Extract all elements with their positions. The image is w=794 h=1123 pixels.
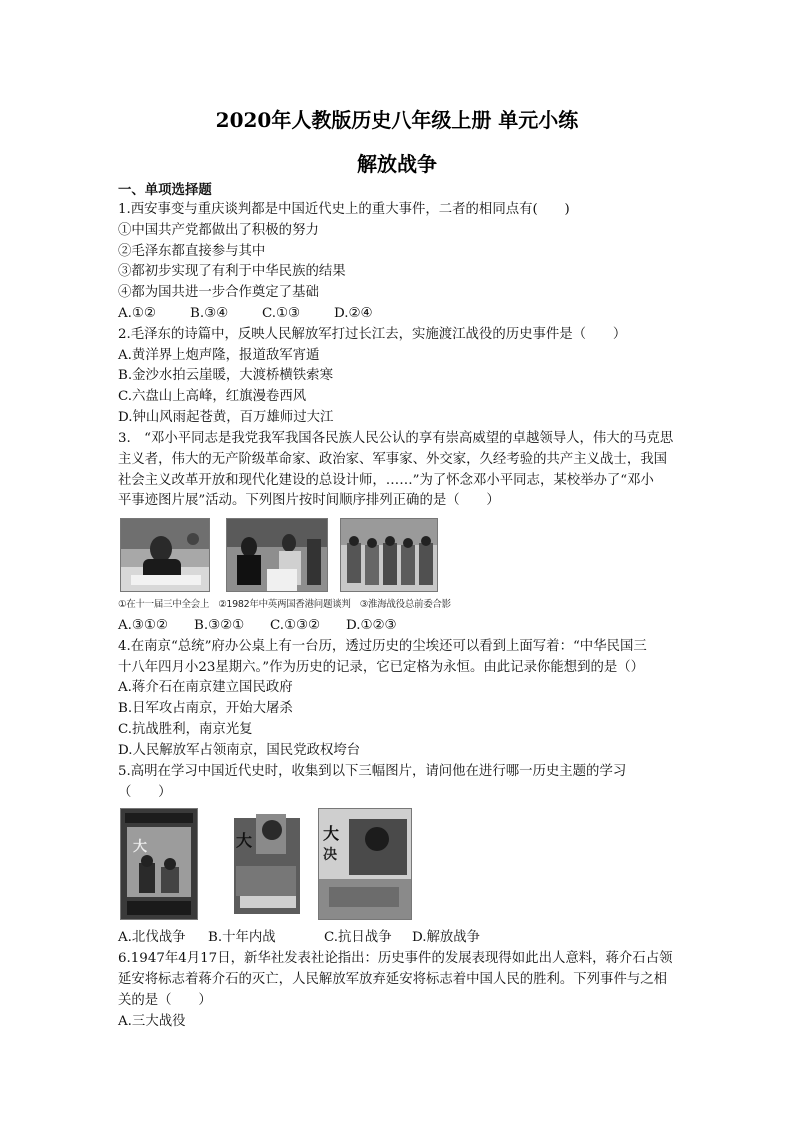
option[interactable]: B.③④: [190, 306, 229, 321]
q2-stem: 2.毛泽东的诗篇中，反映人民解放军打过长江去，实施渡江战役的历史事件是（ ）: [118, 327, 627, 342]
option[interactable]: A.黄洋界上炮声隆，报道敌军宵遁: [118, 348, 320, 363]
q1-item: ①中国共产党都做出了积极的努力: [118, 223, 319, 238]
q1-item: ④都为国共进一步合作奠定了基础: [118, 285, 319, 300]
svg-text:大: 大: [323, 824, 340, 843]
option[interactable]: B.③②①: [194, 618, 245, 633]
q3-stem-line: 社会主义改革开放和现代化建设的总设计师，……”为了怀念邓小平同志，某校举办了“邓小: [118, 473, 654, 488]
q5-options: [118, 928, 698, 948]
q1-item: ③都初步实现了有利于中华民族的结果: [118, 264, 346, 279]
q1-item: ②毛泽东都直接参与其中: [118, 244, 266, 259]
option[interactable]: D.②④: [334, 306, 373, 321]
q5-stem-line: 5.高明在学习中国近代史时，收集到以下三幅图片，请问他在进行哪一历史主题的学习: [118, 764, 627, 779]
option[interactable]: B.十年内战: [208, 930, 276, 945]
q3-stem-line: 3. “邓小平同志是我党我军我国各民族人民公认的享有崇高威望的卓越领导人，伟大的马克思: [118, 431, 674, 446]
q6-stem-line: 关的是（ ）: [118, 993, 212, 1008]
q4-stem-line: 4.在南京“总统”府办公桌上有一台历，透过历史的尘埃还可以看到上面写着：“中华民国三: [118, 639, 647, 654]
option[interactable]: D.解放战争: [412, 930, 481, 945]
option[interactable]: A.蒋介石在南京建立国民政府: [118, 680, 293, 695]
option[interactable]: B.金沙水拍云崖暖，大渡桥横铁索寒: [118, 368, 333, 383]
q5-stem-line: （ ）: [118, 785, 172, 800]
svg-text:决: 决: [323, 847, 337, 863]
poster-3: [318, 808, 412, 920]
option[interactable]: A.北伐战争: [118, 930, 186, 945]
option[interactable]: D.人民解放军占领南京，国民党政权垮台: [118, 743, 361, 758]
q1-options: [118, 304, 698, 324]
photo-hongkong-talks: [226, 518, 328, 592]
option[interactable]: A.③①②: [118, 618, 168, 633]
photo-huaihai-committee: [340, 518, 438, 592]
page-title: 2020年人教版历史八年级上册 单元小练: [215, 108, 579, 132]
option[interactable]: C.六盘山上高峰，红旗漫卷西风: [118, 389, 307, 404]
q3-photo-caption: ①在十一届三中全会上 ②1982年中英两国香港问题谈判 ③淮海战役总前委合影: [118, 599, 451, 610]
option[interactable]: C.①③: [262, 306, 301, 321]
q1-stem: 1.西安事变与重庆谈判都是中国近代史上的重大事件，二者的相同点有( ): [118, 202, 570, 217]
section-heading: 一、单项选择题: [118, 182, 212, 198]
option[interactable]: A.①②: [118, 306, 156, 321]
option[interactable]: D.①②③: [346, 618, 397, 633]
photo-plenary-session: [120, 518, 210, 592]
option[interactable]: A.三大战役: [118, 1014, 186, 1029]
option[interactable]: C.抗战胜利，南京光复: [118, 722, 253, 737]
q3-stem-line: 平事迹图片展”活动。下列图片按时间顺序排列正确的是（ ）: [118, 493, 500, 508]
option[interactable]: D.钟山风雨起苍黄，百万雄师过大江: [118, 410, 334, 425]
q4-stem-line: 十八年四月小23星期六。”作为历史的记录，它已定格为永恒。由此记录你能想到的是（）: [118, 660, 645, 675]
svg-text:大: 大: [133, 839, 147, 855]
option[interactable]: C.①③②: [270, 618, 321, 633]
svg-text:大: 大: [236, 831, 253, 850]
poster-1: [120, 808, 198, 920]
poster-2: [226, 808, 306, 918]
option[interactable]: C.抗日战争: [324, 930, 392, 945]
page-subtitle: 解放战争: [357, 152, 437, 176]
q3-options: [118, 616, 698, 636]
q3-stem-line: 主义者，伟大的无产阶级革命家、政治家、军事家、外交家，久经考验的共产主义战士，我国: [118, 452, 668, 467]
q6-stem-line: 6.1947年4月17日，新华社发表社论指出：历史事件的发展表现得如此出人意料，蒋介石占领: [118, 951, 673, 966]
option[interactable]: B.日军攻占南京，开始大屠杀: [118, 701, 293, 716]
q6-stem-line: 延安将标志着蒋介石的灭亡，人民解放军放弃延安将标志着中国人民的胜利。下列事件与之相: [118, 972, 668, 987]
